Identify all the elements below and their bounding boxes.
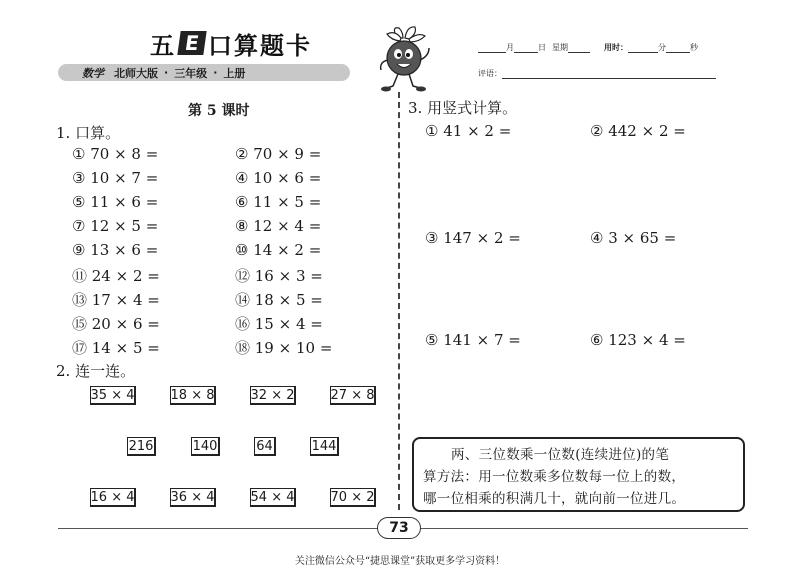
vertical-problem-6: ⑥ 123 × 4 = [590,331,686,349]
oral-problem-2: ② 70 × 9 = [235,145,322,163]
minute-blank[interactable] [628,44,658,53]
lesson-title: 第 5 课时 [188,103,250,119]
review-line [478,68,716,79]
oral-problem-14: ⑭ 18 × 5 = [235,291,323,309]
match-expression-bottom-1[interactable]: 16 × 4 [90,488,136,507]
grade-label: 三年级 [174,66,208,80]
logo-suffix: 口算题卡 [208,31,312,60]
match-result-1[interactable]: 216 [127,437,156,456]
second-blank[interactable] [666,44,690,53]
oral-problem-1: ① 70 × 8 = [72,145,159,163]
review-blank[interactable] [502,70,716,79]
match-expression-bottom-2[interactable]: 36 × 4 [170,488,216,507]
minute-label: 分 [658,43,666,52]
logo-prefix: 五 [150,31,176,60]
section1-title: 1. 口算。 [56,124,121,142]
oral-problem-13: ⑬ 17 × 4 = [72,291,160,309]
match-result-2[interactable]: 140 [191,437,220,456]
weekday-label: 星期 [552,43,568,52]
oral-problem-17: ⑰ 14 × 5 = [72,339,160,357]
oral-problem-18: ⑱ 19 × 10 = [235,339,333,357]
oral-problem-12: ⑫ 16 × 3 = [235,267,323,285]
subject-bar [58,64,350,81]
oral-problem-5: ⑤ 11 × 6 = [72,193,159,211]
oral-problem-6: ⑥ 11 × 5 = [235,193,322,211]
oral-problem-8: ⑧ 12 × 4 = [235,217,322,235]
mascot-icon [373,24,435,94]
tip-line-1: 两、三位数乘一位数(连续进位)的笔 [451,447,670,463]
time-label: 用时： [604,43,628,52]
tip-line-3: 哪一位相乘的积满几十，就向前一位进几。 [423,491,686,507]
review-label: 评语： [478,69,502,78]
dot-separator: · [164,66,169,79]
match-expression-top-4[interactable]: 27 × 8 [330,386,376,405]
vertical-problem-3: ③ 147 × 2 = [425,229,521,247]
weekday-blank[interactable] [568,44,590,53]
second-label: 秒 [690,43,698,52]
section3-title: 3. 用竖式计算。 [408,99,518,117]
date-time-line [478,42,698,53]
oral-problem-7: ⑦ 12 × 5 = [72,217,159,235]
method-tip-box [412,437,745,512]
volume-label: 上册 [223,66,246,80]
oral-problem-3: ③ 10 × 7 = [72,169,159,187]
section2-title: 2. 连一连。 [56,362,136,380]
oral-problem-4: ④ 10 × 6 = [235,169,322,187]
month-blank[interactable] [478,44,506,53]
oral-problem-11: ⑪ 24 × 2 = [72,267,160,285]
page-number: 73 [377,517,421,539]
oral-problem-10: ⑩ 14 × 2 = [235,241,322,259]
match-result-3[interactable]: 64 [254,437,276,456]
logo-letter: E [177,31,206,55]
match-expression-bottom-4[interactable]: 70 × 2 [330,488,376,507]
oral-problem-9: ⑨ 13 × 6 = [72,241,159,259]
oral-problem-16: ⑯ 15 × 4 = [235,315,323,333]
oral-problem-15: ⑮ 20 × 6 = [72,315,160,333]
tip-line-2: 算方法：用一位数乘多位数每一位上的数， [423,469,686,485]
match-expression-top-1[interactable]: 35 × 4 [90,386,136,405]
column-divider [398,92,400,510]
footer-note: 关注微信公众号“捷思课堂”获取更多学习资料！ [294,556,506,567]
match-expression-top-2[interactable]: 18 × 8 [170,386,216,405]
dot-separator: · [213,66,218,79]
vertical-problem-4: ④ 3 × 65 = [590,229,677,247]
vertical-problem-2: ② 442 × 2 = [590,122,686,140]
match-expression-bottom-3[interactable]: 54 × 4 [250,488,296,507]
match-result-4[interactable]: 144 [310,437,339,456]
day-blank[interactable] [514,44,538,53]
subject-label: 数学 [82,66,104,80]
vertical-problem-1: ① 41 × 2 = [425,122,512,140]
logo [150,28,312,58]
day-label: 日 [538,43,546,52]
vertical-problem-5: ⑤ 141 × 7 = [425,331,521,349]
month-label: 月 [506,43,514,52]
publisher-label: 北师大版 [114,66,158,80]
match-expression-top-3[interactable]: 32 × 2 [250,386,296,405]
